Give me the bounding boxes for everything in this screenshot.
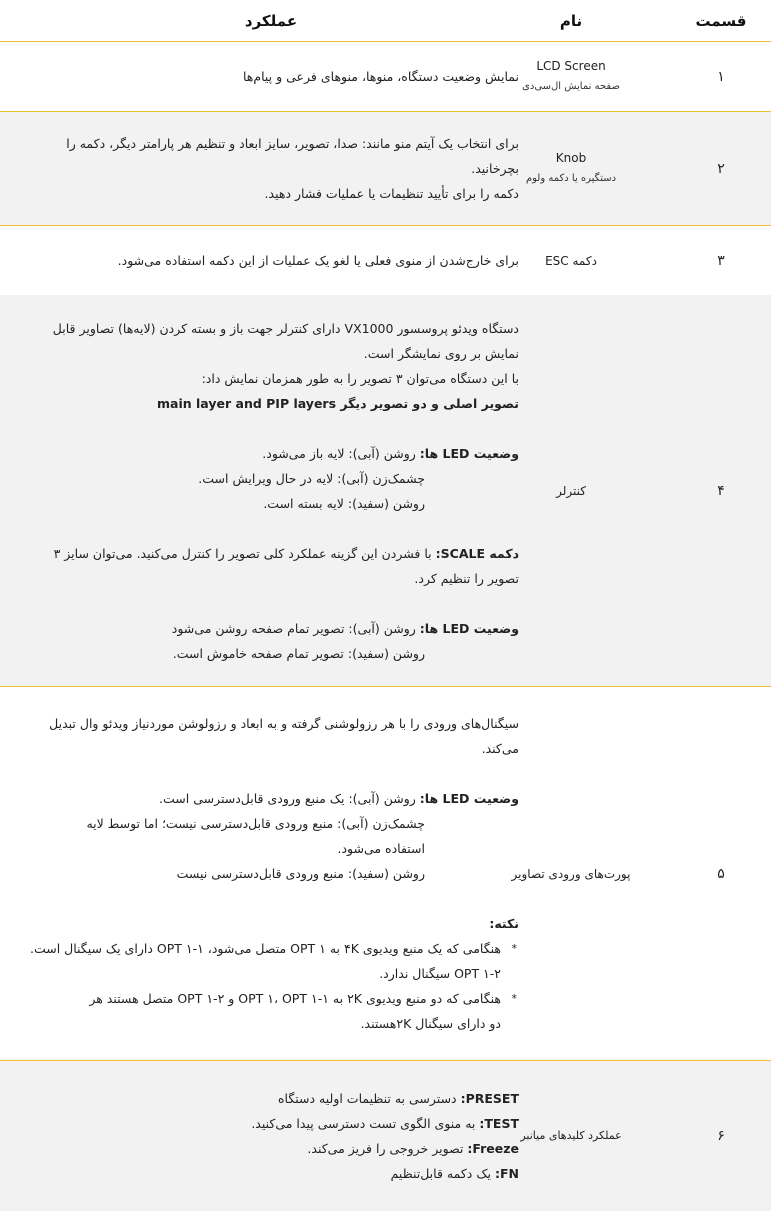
led-text: روشن (آبی): لایه باز می‌شود. xyxy=(262,445,416,461)
function-line: برای انتخاب یک آیتم منو مانند: صدا، تصویر، سایز ابعاد و تنظیم هر پارامتر دیگر، دکمه را بچرخانید. xyxy=(66,136,519,176)
shortcut-text: تصویر خروجی را فریز می‌کند. xyxy=(307,1141,464,1156)
function-line: تصویر اصلی و دو تصویر دیگر main layer and PIP layers xyxy=(157,395,519,411)
table-header xyxy=(0,0,771,41)
table-row xyxy=(0,226,771,295)
shortcut-item xyxy=(19,1111,519,1136)
led-status-line: چشمک‌زن (آبی): لایه در حال ویرایش است. xyxy=(198,470,425,486)
led-text: روشن (آبی): یک منبع ورودی قابل‌دسترسی است. xyxy=(159,791,416,806)
led-status-line xyxy=(19,786,519,811)
function-line: برای خارج‌شدن از منوی فعلی یا لغو یک عملیات از این دکمه استفاده می‌شود. xyxy=(117,253,519,268)
row-function xyxy=(19,295,519,686)
table-row xyxy=(0,1061,771,1211)
note-bullet: * هنگامی که دو منبع ویدیوی ۲K به ۱-OPT ۱، OPT ۱ و ۲-OPT ۱ متصل هستند هر دو دارای سیگنال ۲Kهستند. xyxy=(19,986,519,1036)
spacer xyxy=(19,516,519,541)
row-number: ۱ xyxy=(717,68,725,85)
led-label: وضعیت LED ها: xyxy=(419,620,519,636)
row-number: ۴ xyxy=(717,482,725,499)
led-status-line: روشن (سفید): لایه بسته است. xyxy=(263,495,425,511)
row-name-main: LCD Screen xyxy=(536,58,606,73)
table-row xyxy=(0,112,771,225)
row-name-main: پورت‌های ورودی تصاویر xyxy=(511,866,631,881)
spacer xyxy=(19,591,519,616)
shortcut-text: به منوی الگوی تست دسترسی پیدا می‌کنید. xyxy=(251,1116,476,1131)
row-function xyxy=(19,112,519,225)
scale-line xyxy=(19,541,519,591)
row-function xyxy=(19,1061,519,1211)
row-name-sub: دستگیره یا دکمه ولوم xyxy=(525,172,617,184)
row-name-main: دکمه ESC xyxy=(545,253,597,268)
shortcut-text: یک دکمه قابل‌تنظیم xyxy=(390,1166,491,1181)
shortcut-key: TEST: xyxy=(479,1116,519,1131)
function-line: با این دستگاه می‌توان ۳ تصویر را به طور همزمان نمایش داد: xyxy=(201,370,519,386)
function-line: نمایش وضعیت دستگاه، منوها، منوهای فرعی و پیام‌ها xyxy=(242,69,519,84)
row-number: ۶ xyxy=(717,1128,725,1144)
row-function xyxy=(19,42,519,111)
shortcut-text: دسترسی به تنظیمات اولیه دستگاه xyxy=(277,1091,457,1106)
function-line: دکمه را برای تأیید تنظیمات یا عملیات فشار دهید. xyxy=(264,186,519,201)
led-status-line: روشن (سفید): منبع ورودی قابل‌دسترسی نیست xyxy=(176,866,425,881)
table-row xyxy=(0,295,771,686)
shortcut-key: Freeze: xyxy=(467,1141,519,1156)
row-function xyxy=(19,687,519,1060)
shortcut-key: FN: xyxy=(494,1166,519,1181)
header-name: نام xyxy=(559,11,583,30)
row-name-main: Knob xyxy=(555,150,587,165)
row-number: ۲ xyxy=(717,160,725,177)
led-text: روشن (آبی): تصویر تمام صفحه روشن می‌شود xyxy=(171,620,416,636)
header-function: عملکرد xyxy=(244,11,298,30)
spacer xyxy=(19,886,519,911)
led-status-line xyxy=(19,441,519,466)
led-label: وضعیت LED ها: xyxy=(419,791,519,806)
header-part: قسمت xyxy=(695,11,747,30)
shortcut-item xyxy=(19,1086,519,1111)
row-name-sub: صفحه نمایش ال‌سی‌دی xyxy=(522,80,620,92)
row-name-main: عملکرد کلیدهای میانبر xyxy=(520,1129,622,1142)
table-row xyxy=(0,42,771,111)
spacer xyxy=(19,761,519,786)
shortcut-key: PRESET: xyxy=(460,1091,519,1106)
led-label: وضعیت LED ها: xyxy=(419,445,519,461)
spacer xyxy=(19,416,519,441)
led-status-line: روشن (سفید): تصویر تمام صفحه خاموش است. xyxy=(172,645,425,661)
shortcut-item xyxy=(19,1136,519,1161)
note-label: نکته: xyxy=(489,916,519,931)
row-name-main: کنترلر xyxy=(556,483,586,498)
scale-label: دکمه SCALE: xyxy=(435,545,519,561)
row-function xyxy=(19,226,519,295)
scale-text: با فشردن این گزینه عملکرد کلی تصویر را کنترل می‌کنید. می‌توان سایز ۳ تصویر را تنظیم کرد. xyxy=(53,545,519,586)
led-status-line: چشمک‌زن (آبی): منبع ورودی قابل‌دسترسی نیست؛ اما توسط لایه استفاده می‌شود. xyxy=(86,816,425,856)
led-status-line xyxy=(19,616,519,641)
row-number: ۳ xyxy=(717,252,725,269)
shortcut-item xyxy=(19,1161,519,1186)
table-row xyxy=(0,687,771,1060)
function-line: سیگنال‌های ورودی را با هر رزولوشنی گرفته و به ابعاد و رزولوشن موردنیاز ویدئو وال تبدیل می‌کند. xyxy=(49,716,519,756)
function-line: دستگاه ویدئو پروسسور VX1000 دارای کنترلر جهت باز و بسته کردن (لایه‌ها) تصاویر قابل نمایش بر روی نمایشگر است. xyxy=(52,320,519,361)
row-number: ۵ xyxy=(717,865,725,882)
note-bullet: * هنگامی که یک منبع ویدیوی ۴K به OPT ۱ متصل می‌شود، ۱-OPT ۱ دارای یک سیگنال است. ۲-OPT ۱ سیگنال ندارد. xyxy=(19,936,519,986)
